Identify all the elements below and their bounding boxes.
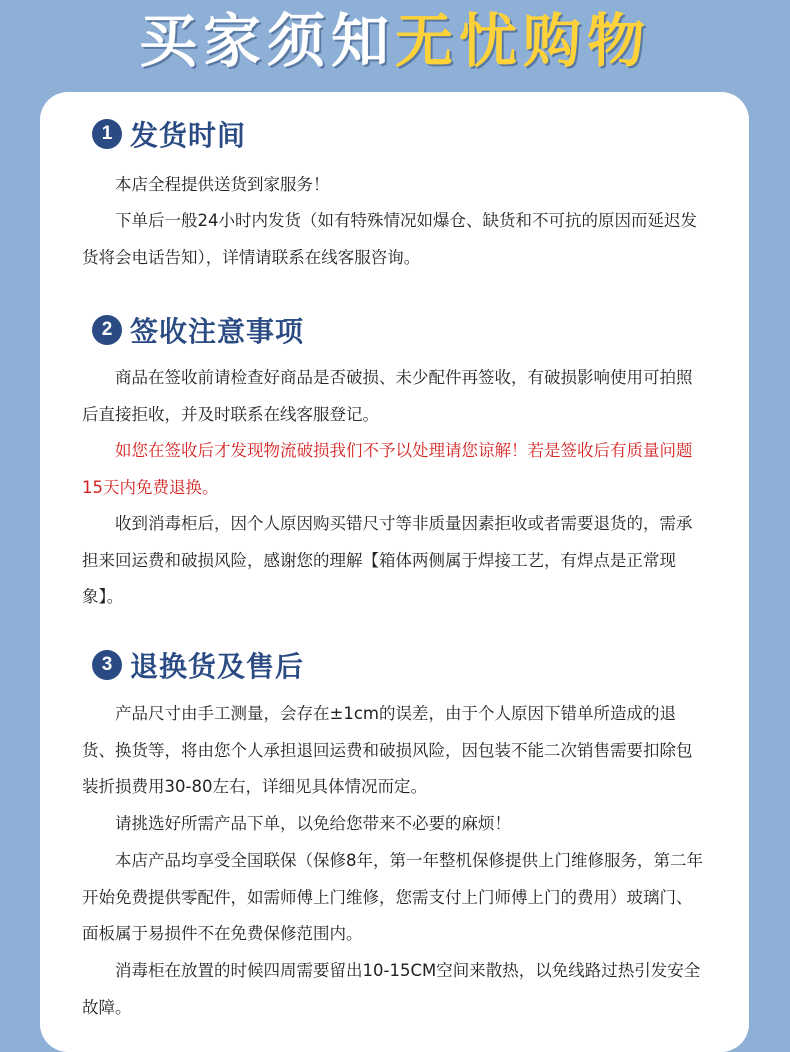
section-receipt-header: [92, 310, 304, 350]
section-shipping-header: [92, 114, 246, 154]
title-part-notice: 买家须知: [138, 7, 395, 75]
notice-card: [40, 92, 749, 1052]
title-part-worry-free: 无忧购物: [395, 7, 652, 75]
paragraph: 本店全程提供送货到家服务！: [115, 175, 330, 194]
warning-paragraph: 如您在签收后才发现物流破损我们不予以处理请您谅解！若是签收后有质量问题15天内免费退换。: [82, 441, 693, 497]
paragraph: 请挑选好所需产品下单，以免给您带来不必要的麻烦！: [115, 814, 511, 833]
section-title: 发货时间: [130, 119, 247, 152]
section-number-badge: 3: [92, 650, 122, 680]
paragraph: 消毒柜在放置的时候四周需要留出10-15CM空间来散热，以免线路过热引发安全故障。: [82, 961, 701, 1017]
page-title: [0, 0, 790, 82]
section-title: 退换货及售后: [130, 650, 305, 683]
paragraph: 本店产品均享受全国联保（保修8年，第一年整机保修提供上门维修服务，第二年开始免费提供零配件，如需师傅上门维修，您需支付上门师傅上门的费用）玻璃门、面板属于易损件不在免费保修范围内。: [82, 851, 703, 943]
header-banner: [0, 0, 790, 82]
section-title: 签收注意事项: [130, 315, 305, 348]
section-number-badge: 1: [92, 119, 122, 149]
paragraph: 下单后一般24小时内发货（如有特殊情况如爆仓、缺货和不可抗的原因而延迟发货将会电话告知），详情请联系在线客服咨询。: [82, 211, 697, 267]
paragraph: 商品在签收前请检查好商品是否破损、未少配件再签收，有破损影响使用可拍照后直接拒收，并及时联系在线客服登记。: [82, 368, 693, 424]
section-number-badge: 2: [92, 315, 122, 345]
section-returns-header: [92, 645, 304, 685]
paragraph: 产品尺寸由手工测量，会存在±1cm的误差，由于个人原因下错单所造成的退货、换货等，将由您个人承担退回运费和破损风险，因包装不能二次销售需要扣除包装折损费用30-80左右，详细见具体情况而定。: [82, 704, 693, 796]
paragraph: 收到消毒柜后，因个人原因购买错尺寸等非质量因素拒收或者需要退货的，需承担来回运费和破损风险，感谢您的理解【箱体两侧属于焊接工艺，有焊点是正常现象】。: [82, 514, 693, 606]
